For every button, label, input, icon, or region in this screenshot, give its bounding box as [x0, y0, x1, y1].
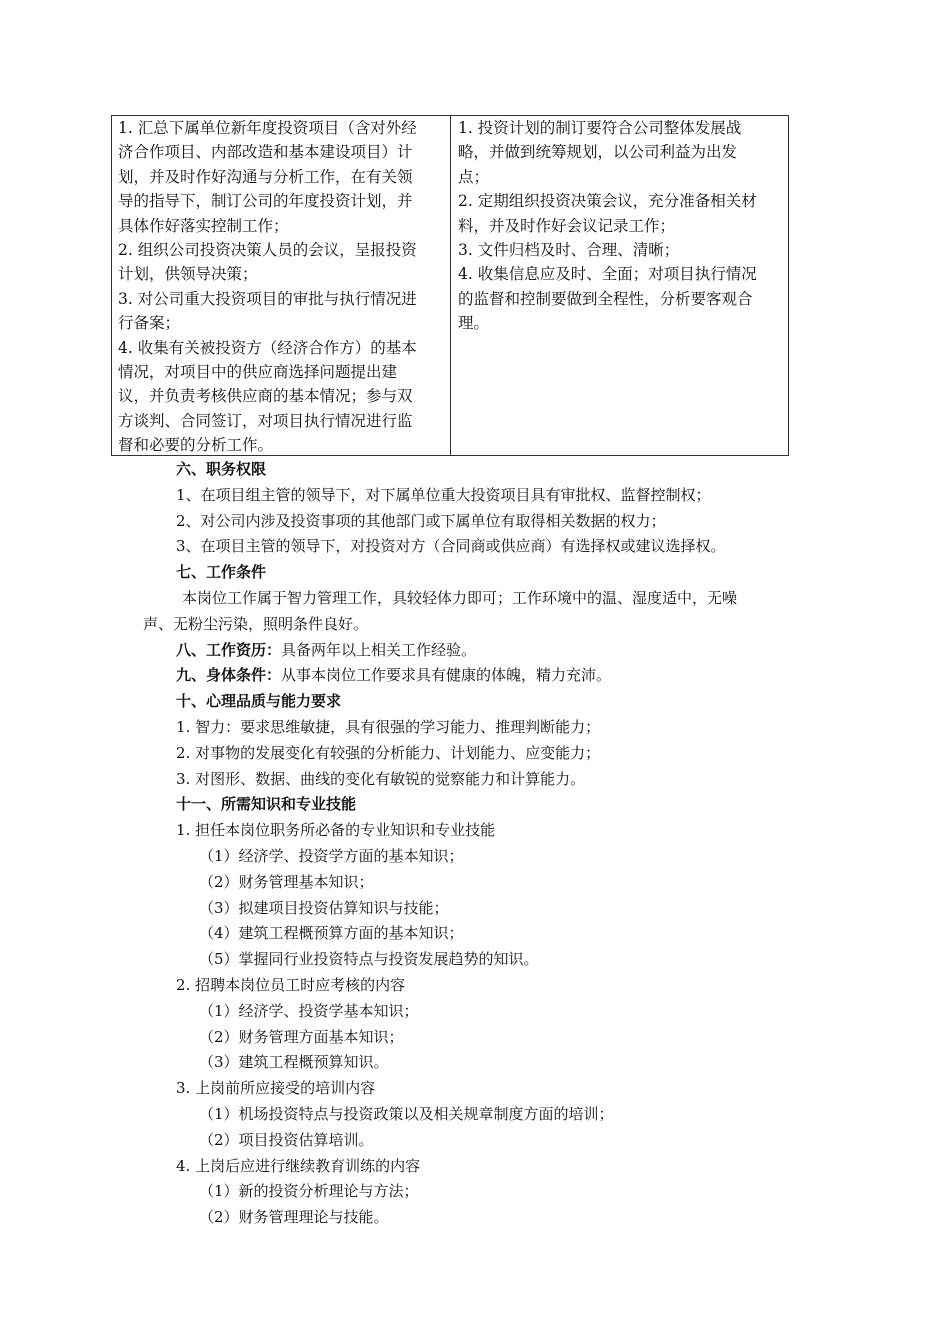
knowledge-item	[199, 1000, 419, 1022]
table-cell-line: 导的指导下，制订公司的年度投资计划，并	[118, 192, 413, 211]
knowledge-item	[199, 922, 464, 944]
subsection-title: 3. 上岗前所应接受的培训内容	[176, 1079, 376, 1098]
list-item-text: （5）掌握同行业投资特点与投资发展趋势的知识。	[199, 950, 539, 969]
table-cell-line: 料，并及时作好会议记录工作；	[458, 216, 676, 235]
list-item-text: 1、在项目组主管的领导下，对下属单位重大投资项目具有审批权、监督控制权；	[176, 485, 711, 504]
table-cell-line: 济合作项目、内部改造和基本建设项目）计	[118, 143, 413, 162]
list-item-text: （2）财务管理方面基本知识；	[199, 1027, 404, 1046]
knowledge-item	[199, 1180, 419, 1202]
knowledge-item	[199, 897, 449, 919]
table-cell-line: 计划，供领导决策；	[118, 265, 258, 284]
table-cell-line: 督和必要的分析工作。	[118, 436, 274, 455]
section-6-heading	[176, 458, 266, 480]
list-item-text: 3、在项目主管的领导下，对投资对方（合同商或供应商）有选择权或建议选择权。	[176, 537, 726, 556]
knowledge-item	[199, 1206, 389, 1228]
knowledge-item	[199, 1051, 389, 1073]
list-item-text: （3）建筑工程概预算知识。	[199, 1053, 389, 1072]
table-cell-line: 行备案；	[118, 314, 181, 333]
table-cell-line: 4. 收集信息应及时、全面；对项目执行情况	[458, 265, 757, 284]
table-cell-line: 划，并及时作好沟通与分析工作，在有关领	[118, 167, 413, 186]
list-item-text: 2. 对事物的发展变化有较强的分析能力、计划能力、应变能力；	[176, 743, 601, 762]
section-heading: 七、工作条件	[176, 563, 267, 582]
knowledge-item	[199, 1026, 404, 1048]
section-heading: 八、工作资历：	[176, 640, 282, 659]
knowledge-item	[199, 948, 539, 970]
paragraph-text: 从事本岗位工作要求具有健康的体魄，精力充沛。	[281, 666, 612, 685]
table-cell-line: 2. 组织公司投资决策人员的会议，呈报投资	[118, 241, 417, 259]
list-item-text: （1）机场投资特点与投资政策以及相关规章制度方面的培训；	[199, 1105, 614, 1123]
table-cell-line: 3. 文件归档及时、合理、清晰；	[458, 241, 680, 259]
table-cell-line: 4. 收集有关被投资方（经济合作方）的基本	[118, 338, 417, 357]
list-item-text: 3. 对图形、数据、曲线的变化有敏锐的觉察能力和计算能力。	[176, 769, 586, 788]
ability-item	[176, 742, 600, 764]
section-heading: 九、身体条件：	[176, 666, 282, 685]
list-item-text: （2）财务管理理论与技能。	[199, 1208, 389, 1227]
section-7-heading	[176, 561, 266, 583]
knowledge-item	[199, 1129, 374, 1151]
work-conditions-line	[143, 613, 368, 635]
table-cell-line: 的监督和控制要做到全程性，分析要客观合	[458, 289, 753, 308]
list-item-text: 2、对公司内涉及投资事项的其他部门或下属单位有取得相关数据的权力；	[176, 511, 666, 530]
paragraph-text: 具备两年以上相关工作经验。	[281, 640, 477, 659]
table-cell-line: 点；	[458, 167, 490, 186]
knowledge-group-title	[176, 1155, 420, 1177]
table-cell-line: 2. 定期组织投资决策会议，充分准备相关材	[458, 192, 757, 211]
table-cell-line: 议，并负责考核供应商的基本情况；参与双	[118, 387, 413, 406]
knowledge-item	[199, 871, 374, 893]
list-item-text: （2）项目投资估算培训。	[199, 1130, 374, 1149]
table-cell-line: 具体作好落实控制工作；	[118, 216, 289, 235]
list-item-text: （1）经济学、投资学方面的基本知识；	[199, 847, 464, 865]
work-conditions-line	[182, 587, 737, 609]
section-10-heading	[176, 690, 341, 712]
table-cell-line: 略，并做到统筹规划，以公司利益为出发	[458, 143, 738, 162]
permission-item	[176, 484, 711, 506]
permission-item	[176, 535, 726, 557]
ability-item	[176, 768, 585, 790]
list-item-text: （3）拟建项目投资估算知识与技能；	[199, 898, 449, 917]
paragraph-text: 声、无粉尘污染，照明条件良好。	[143, 614, 369, 633]
list-item-text: （4）建筑工程概预算方面的基本知识；	[199, 924, 464, 943]
paragraph-text: 本岗位工作属于智力管理工作，具较轻体力即可；工作环境中的温、湿度适中，无噪	[182, 589, 738, 607]
section-heading: 十、心理品质与能力要求	[176, 692, 342, 711]
section-8-line	[176, 639, 476, 661]
list-item-text: 1. 智力：要求思维敏捷，具有很强的学习能力、推理判断能力；	[176, 718, 601, 736]
table-cell-line: 方谈判、合同签订，对项目执行情况进行监	[118, 411, 413, 430]
subsection-title: 1. 担任本岗位职务所必备的专业知识和专业技能	[176, 821, 496, 840]
table-cell-line: 1. 汇总下属单位新年度投资项目（含对外经	[118, 119, 417, 137]
section-heading: 十一、所需知识和专业技能	[176, 795, 357, 814]
knowledge-item	[199, 1103, 614, 1125]
section-heading: 六、职务权限	[176, 460, 267, 478]
section-11-heading	[176, 793, 356, 815]
section-9-line	[176, 664, 611, 686]
table-column-divider	[450, 116, 451, 455]
table-cell-line: 理。	[458, 314, 490, 333]
subsection-title: 4. 上岗后应进行继续教育训练的内容	[176, 1156, 421, 1175]
knowledge-item	[199, 845, 464, 867]
list-item-text: （2）财务管理基本知识；	[199, 872, 374, 891]
permission-item	[176, 510, 666, 532]
list-item-text: （1）经济学、投资学基本知识；	[199, 1001, 419, 1020]
table-cell-line: 3. 对公司重大投资项目的审批与执行情况进	[118, 289, 417, 308]
knowledge-group-title	[176, 1077, 375, 1099]
duties-table	[111, 115, 789, 456]
ability-item	[176, 716, 600, 738]
table-cell-line: 1. 投资计划的制订要符合公司整体发展战	[458, 119, 742, 137]
list-item-text: （1）新的投资分析理论与方法；	[199, 1182, 419, 1201]
knowledge-group-title	[176, 974, 405, 996]
knowledge-group-title	[176, 819, 495, 841]
subsection-title: 2. 招聘本岗位员工时应考核的内容	[176, 976, 406, 994]
table-cell-line: 情况，对项目中的供应商选择问题提出建	[118, 363, 398, 381]
